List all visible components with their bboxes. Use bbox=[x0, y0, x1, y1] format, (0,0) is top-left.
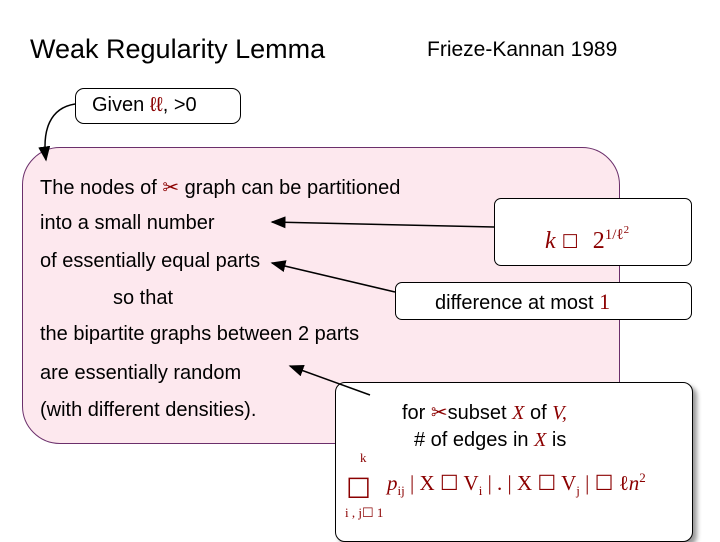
statement-line-3: of essentially equal parts bbox=[40, 250, 261, 272]
statement-line-4: so that bbox=[113, 287, 174, 309]
given-arrow bbox=[45, 104, 75, 160]
forall-icon: ✂ bbox=[430, 402, 448, 424]
subset-formula: $p_{ij}$ | X ☐ $V_i$ | . | X ☐ $V_j$ | ☐ ℓn$^2$ bbox=[387, 470, 646, 499]
sum-symbol: ☐ bbox=[346, 474, 372, 505]
statement-line-7: (with different densities). bbox=[40, 399, 257, 421]
k-bound-arrow bbox=[272, 222, 494, 227]
slide-title: Weak Regularity Lemma bbox=[30, 34, 326, 64]
statement-line-6: are essentially random bbox=[40, 362, 242, 384]
sum-lower-limit: i , j☐ 1 bbox=[345, 505, 384, 520]
subset-line-2: # of edges in X is bbox=[414, 429, 567, 451]
difference-text: difference at most 1 bbox=[435, 289, 611, 314]
statement-line-5: the bipartite graphs between 2 parts bbox=[40, 323, 360, 345]
epsilon-glyph: ℓℓ bbox=[149, 94, 163, 116]
difference-arrow bbox=[272, 263, 395, 292]
sum-upper-limit: k bbox=[360, 450, 367, 465]
slide-subtitle: Frieze-Kannan 1989 bbox=[427, 38, 618, 61]
subset-arrow bbox=[290, 366, 370, 395]
given-label: Given bbox=[92, 94, 145, 116]
given-tail: , >0 bbox=[162, 94, 197, 116]
subset-line-1: for ✂subset X of V, bbox=[402, 402, 567, 424]
statement-line-2: into a small number bbox=[40, 212, 215, 234]
statement-line-1: The nodes of ✂ graph can be partitioned bbox=[40, 177, 401, 199]
k-bound-formula: k ☐ $2^{1/\ell^2}$ bbox=[545, 224, 630, 254]
forall-icon: ✂ bbox=[162, 177, 180, 199]
